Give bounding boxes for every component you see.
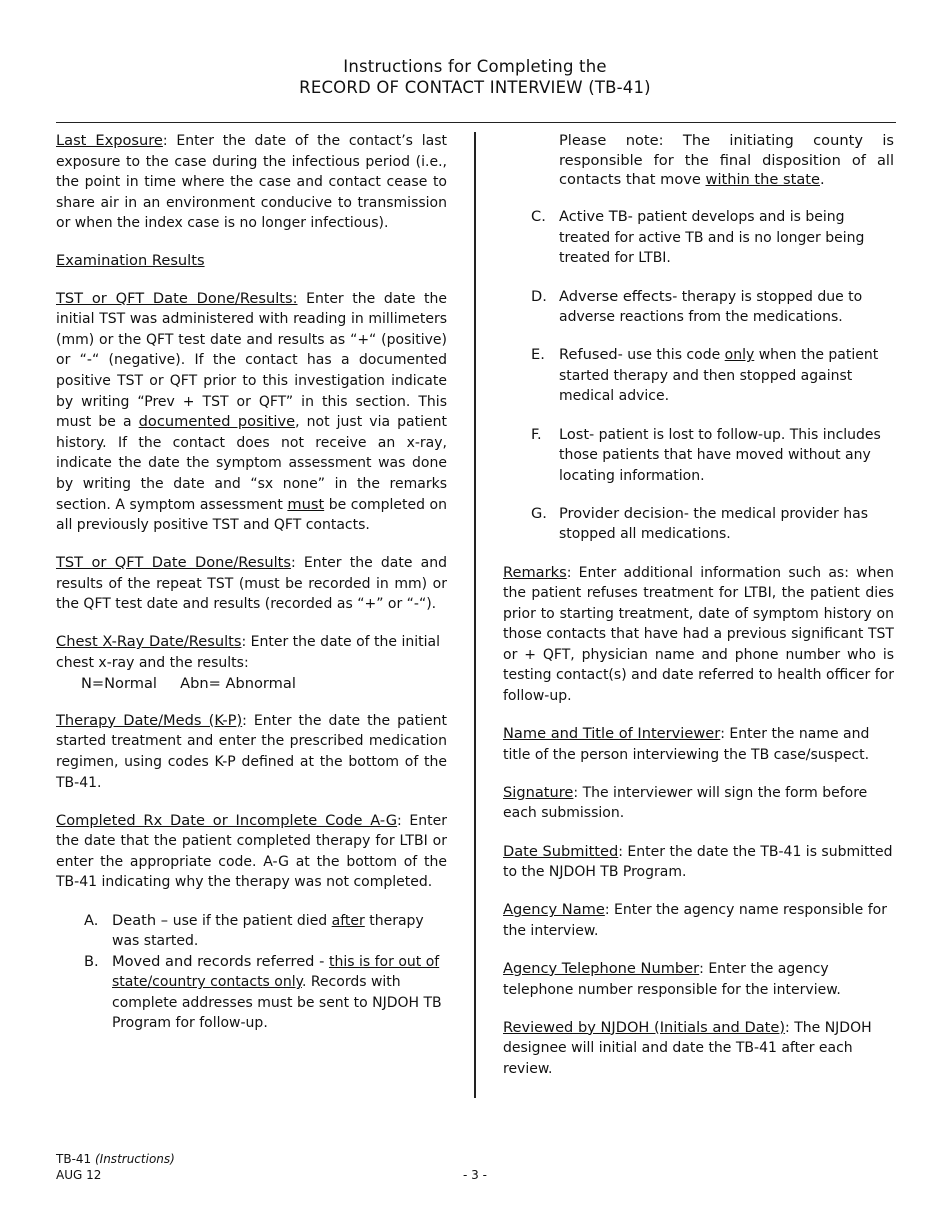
tst-initial-underline-must: must xyxy=(287,495,325,513)
tst-initial-section xyxy=(56,289,447,536)
agency-name-text: : Enter the agency name responsible for the interview. xyxy=(503,902,887,939)
code-underline: this is for out of state/country contacts only xyxy=(112,953,440,991)
code-text xyxy=(112,911,447,952)
date-submitted-label: Date Submitted xyxy=(503,842,619,860)
last-exposure-label: Last Exposure xyxy=(56,132,163,149)
remarks-text: : Enter additional information such as: when the patient refuses treatment for LTBI, the patient dies prior to starting treatment, date of symptom history on those contacts that have had a previous significant TST or + QFT, physician name and phone number who is testing contact(s) and date referred to health officer for follow-up. xyxy=(503,564,894,705)
list-item: A. Death – use if the patient died after therapy was started. xyxy=(112,911,447,952)
list-item: C. Active TB- patient develops and is being treated for active TB and is no longer being treated for LTBI. xyxy=(559,207,894,269)
code-desc-b: when the patient started therapy and then stopped against medical advice. xyxy=(559,347,879,405)
title-line-1: Instructions for Completing the xyxy=(343,57,607,76)
code-lead: Provider decision xyxy=(559,504,684,522)
signature-text: : The interviewer will sign the form before each submission. xyxy=(503,784,868,822)
footer-form-italic: (Instructions) xyxy=(94,1152,175,1166)
agency-phone-label: Agency Telephone Number xyxy=(503,959,700,977)
chest-xray-text: : Enter the date of the initial chest x-ray and the results: xyxy=(56,634,440,672)
code-desc: - therapy is stopped due to adverse reactions from the medications. xyxy=(559,288,863,326)
therapy-text: : Enter the date the patient started treatment and enter the prescribed medication regimen, using codes K-P defined at the bottom of the TB-41. xyxy=(56,712,447,791)
chest-xray-section xyxy=(56,632,447,693)
code-text xyxy=(112,952,447,1034)
code-lead: Moved and records referred - xyxy=(112,952,329,970)
list-item: D. Adverse effects- therapy is stopped due to adverse reactions from the medications. xyxy=(559,287,894,328)
code-text xyxy=(559,425,894,487)
title-line-2: RECORD OF CONTACT INTERVIEW (TB-41) xyxy=(299,78,651,97)
therapy-label: Therapy Date/Meds (K-P) xyxy=(56,711,243,729)
agency-phone-text: : Enter the agency telephone number responsible for the interview. xyxy=(503,960,841,998)
completed-rx-label: Completed Rx Date or Incomplete Code A-G xyxy=(56,811,398,829)
remarks-label: Remarks xyxy=(503,563,567,581)
code-desc-b: . Records with complete addresses must be sent to NJDOH TB Program for follow-up. xyxy=(112,974,442,1032)
date-submitted-text: : Enter the date the TB-41 is submitted to the NJDOH TB Program. xyxy=(503,843,893,881)
list-item: F. Lost- patient is lost to follow-up. This includes those patients that have moved without any locating information. xyxy=(559,425,894,487)
tst-repeat-text: : Enter the date and results of the repeat TST (must be recorded in mm) or the QFT test date and results (recorded as “+” or “-“). xyxy=(56,555,447,613)
interviewer-label: Name and Title of Interviewer xyxy=(503,725,721,743)
date-submitted-section xyxy=(503,842,894,883)
interviewer-text: : Enter the name and title of the person interviewing the TB case/suspect. xyxy=(503,726,870,763)
tst-initial-label: TST or QFT Date Done/Results: xyxy=(56,289,298,307)
code-desc-a: use if the patient died xyxy=(172,912,332,929)
tst-repeat-label: TST or QFT Date Done/Results xyxy=(56,554,292,572)
reviewed-text: : The NJDOH designee will initial and date the TB-41 after each review. xyxy=(503,1019,872,1077)
page-number: - 3 - xyxy=(463,1168,487,1182)
tst-initial-text-a: Enter the date the initial TST was administered with reading in millimeters (mm) or the QFT test date and results as “+“ (positive) or “-“ (negative). If the contact has a documented positive TST or QFT prior to this investigation indicate by writing “Prev + TST or QFT” in this section. This must be a xyxy=(56,290,447,431)
note-text-b: . xyxy=(820,171,825,189)
code-desc: - patient develops and is being treated for active TB and is no longer being treated for LTBI. xyxy=(559,209,865,267)
therapy-section xyxy=(56,711,447,793)
code-underline: only xyxy=(724,347,755,364)
header-divider xyxy=(56,122,896,123)
note-underline: within the state xyxy=(705,171,820,189)
code-list-a-b xyxy=(84,911,447,1035)
reviewed-label: Reviewed by NJDOH (Initials and Date) xyxy=(503,1018,786,1036)
agency-name-label: Agency Name xyxy=(503,901,605,919)
signature-label: Signature xyxy=(503,783,574,801)
agency-name-section xyxy=(503,900,894,941)
column-divider xyxy=(474,132,476,1098)
code-text xyxy=(559,207,894,269)
footer-date: AUG 12 xyxy=(56,1167,102,1182)
list-item: G. Provider decision- the medical provider has stopped all medications. xyxy=(559,504,894,545)
reviewed-section xyxy=(503,1018,894,1080)
code-lead: Refused xyxy=(559,346,618,364)
code-lead: Lost xyxy=(559,425,590,443)
code-lead: Active TB xyxy=(559,208,628,226)
code-list-c-g xyxy=(531,207,894,545)
chest-xray-label: Chest X-Ray Date/Results xyxy=(56,633,242,651)
last-exposure-section xyxy=(56,131,447,234)
note-text-a: Please note: The initiating county is responsible for the final disposition of all contacts that move xyxy=(559,132,894,189)
list-item: E. Refused- use this code only when the patient started therapy and then stopped against medical advice. xyxy=(559,345,894,407)
code-lead: Adverse effects xyxy=(559,287,673,305)
agency-phone-section xyxy=(503,959,894,1000)
completed-rx-section xyxy=(56,811,447,893)
tst-initial-text-c: be completed on all previously positive TST and QFT contacts. xyxy=(56,496,447,534)
examination-results-heading xyxy=(56,251,447,271)
chest-xray-codes: N=Normal Abn= Abnormal xyxy=(81,674,296,692)
tst-initial-text-b: , not just via patient history. If the contact does not receive an x-ray, indicate the date the symptom assessment was done by writing the date and “sx none” in the remarks section. A symptom assessment xyxy=(56,414,447,513)
code-desc-b: therapy was started. xyxy=(112,912,424,950)
interviewer-section xyxy=(503,724,894,765)
code-desc: - the medical provider has stopped all medications. xyxy=(559,505,868,543)
footer-form-code: TB-41 xyxy=(56,1152,95,1166)
signature-section xyxy=(503,783,894,824)
list-item: B. Moved and records referred - this is for out of state/country contacts only. Records with complete addresses must be sent to NJDOH TB Program for follow-up. xyxy=(112,952,447,1034)
code-text xyxy=(559,287,894,328)
code-desc-a: - use this code xyxy=(617,347,725,364)
last-exposure-text: : Enter the date of the contact’s last exposure to the case during the infectious period (i.e., the point in time where the case and contact cease to share air in an environment conducive to transmission or when the index case is no longer infectious). xyxy=(56,133,447,232)
please-note xyxy=(559,131,894,190)
code-lead: Death – xyxy=(112,911,173,929)
page-title xyxy=(0,56,950,98)
tst-initial-underline-documented: documented positive xyxy=(138,413,296,431)
right-column xyxy=(503,131,894,1097)
remarks-section xyxy=(503,563,894,707)
code-desc: - patient is lost to follow-up. This includes those patients that have moved without any locating information. xyxy=(559,426,881,484)
code-text xyxy=(559,504,894,545)
code-text xyxy=(559,345,894,407)
completed-rx-text: : Enter the date that the patient completed therapy for LTBI or enter the appropriate code. A-G at the bottom of the TB-41 indicating why the therapy was not completed. xyxy=(56,812,447,891)
left-column xyxy=(56,131,447,1034)
examination-results-label: Examination Results xyxy=(56,252,205,270)
tst-repeat-section xyxy=(56,553,447,615)
code-underline: after xyxy=(331,912,365,929)
